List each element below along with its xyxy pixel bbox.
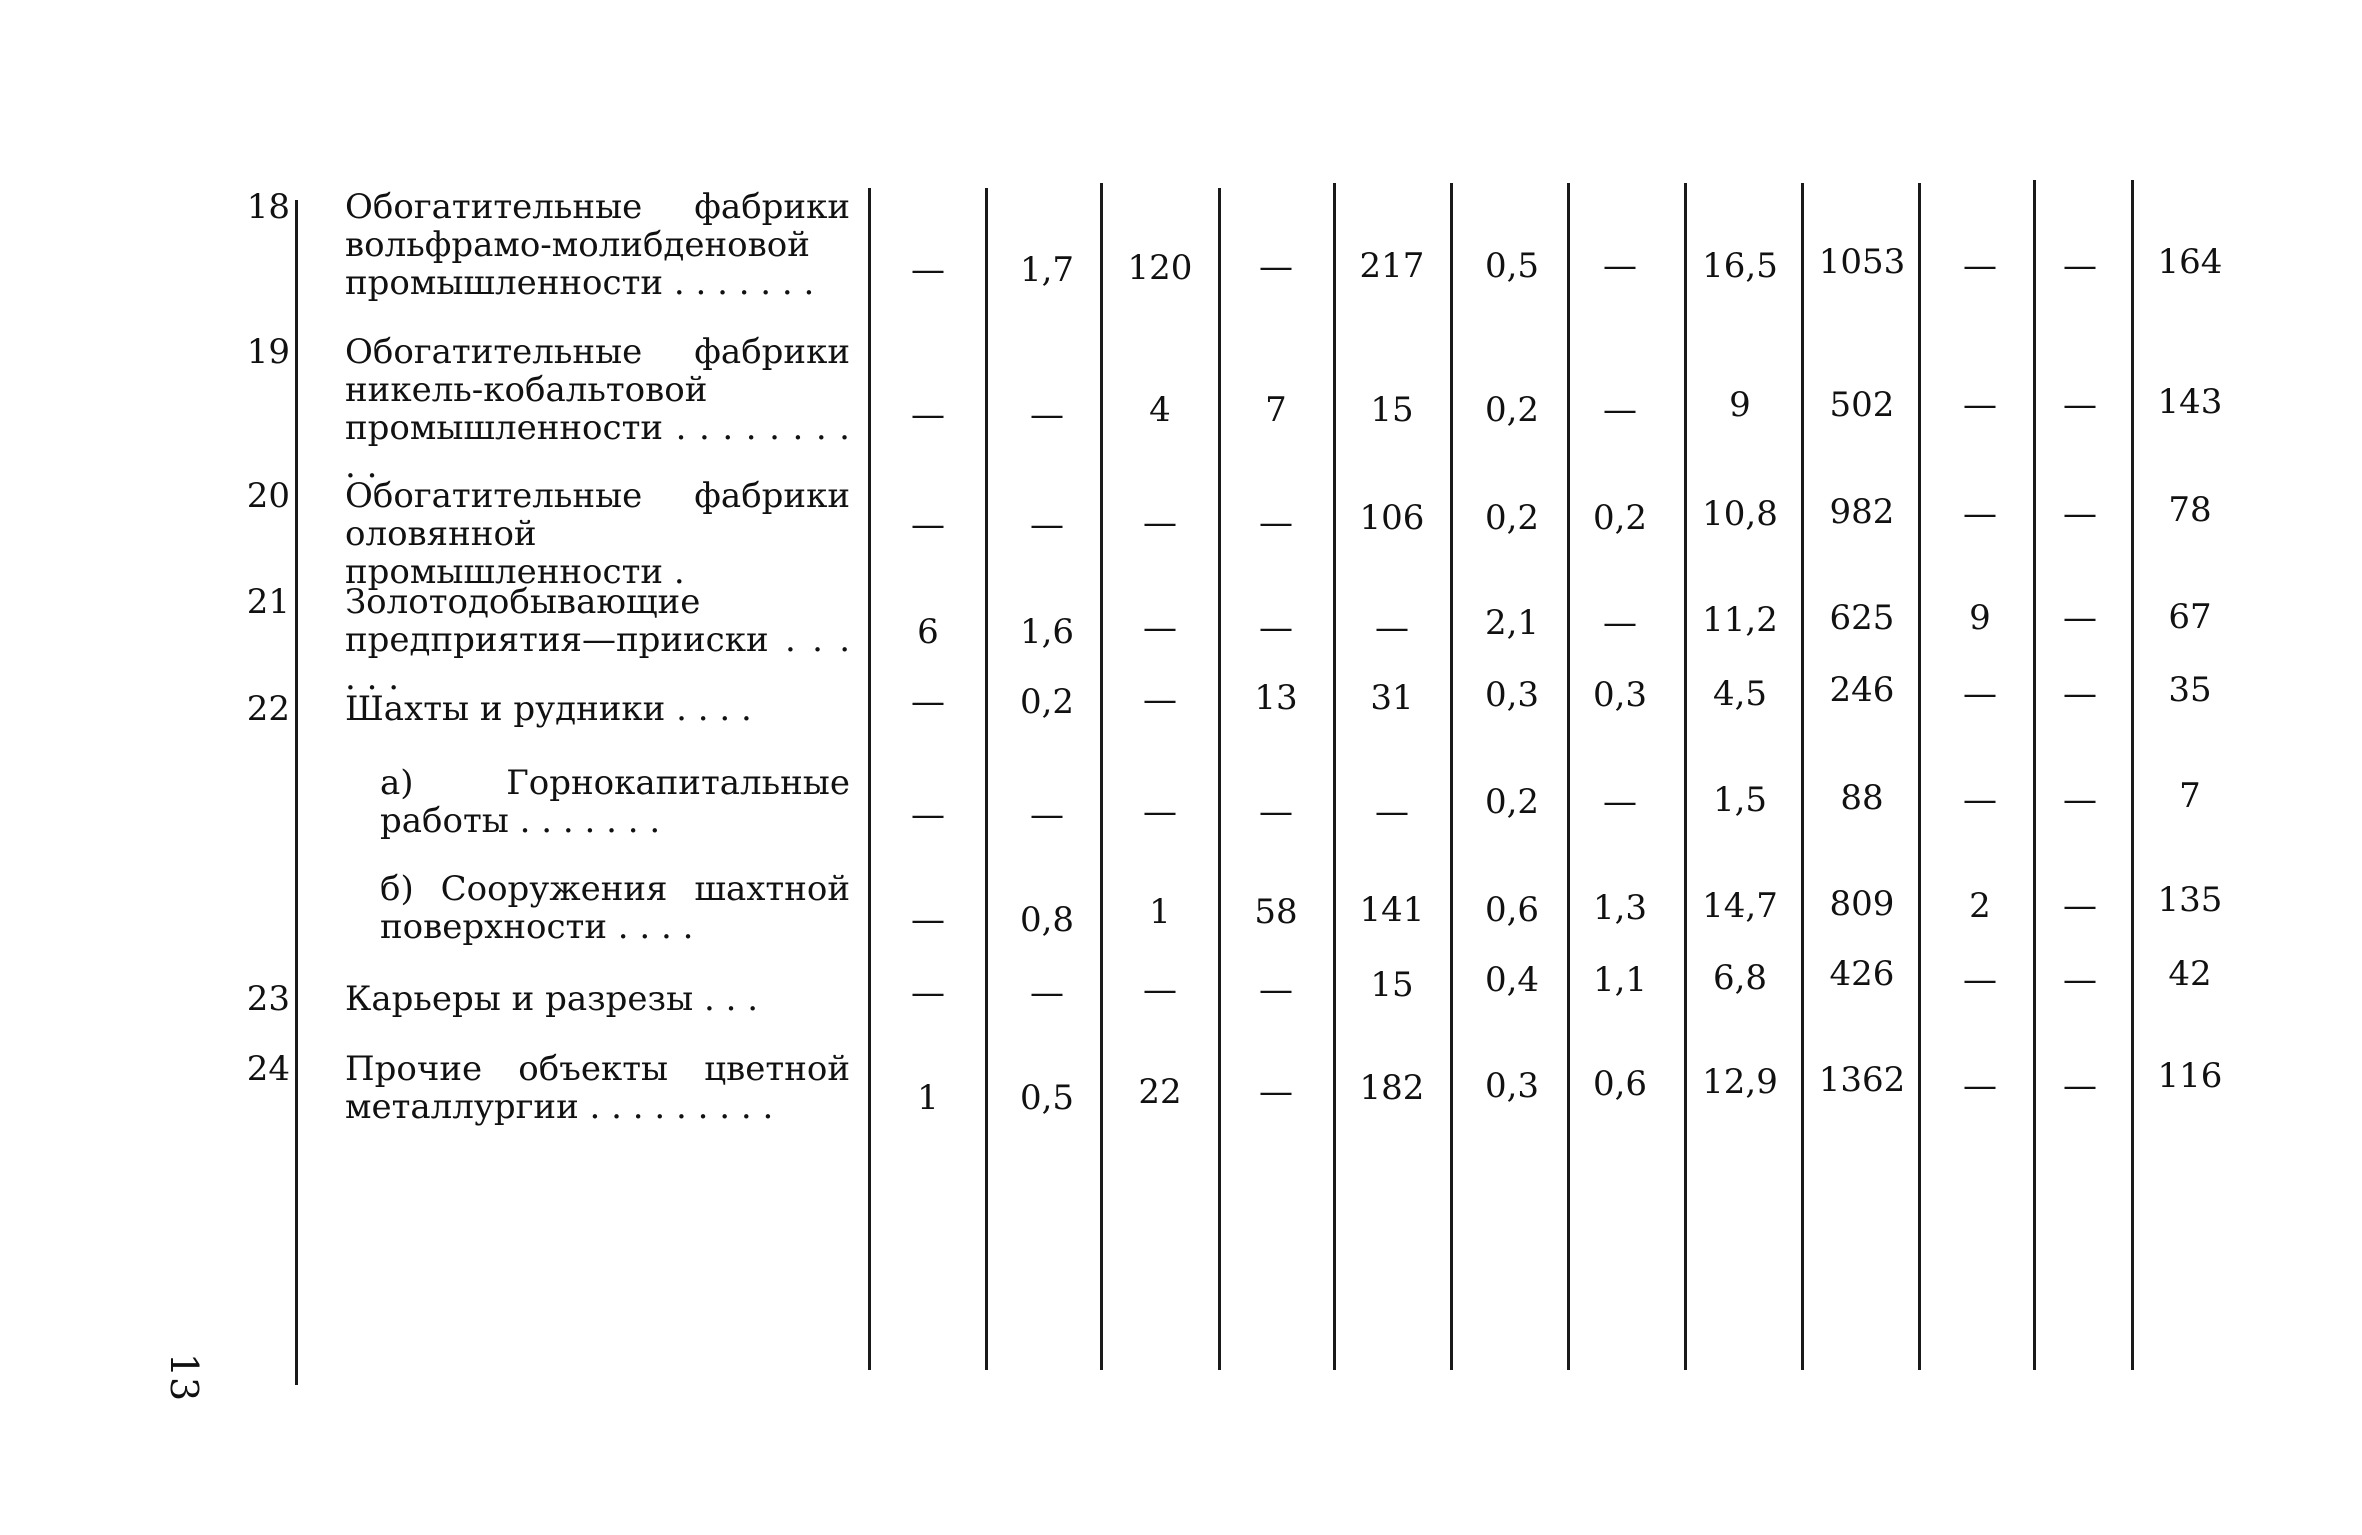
table-cell: 135 [2157,880,2223,920]
table-cell: 2,1 [1484,603,1540,643]
table-cell: 1,6 [1019,612,1075,652]
table-cell: 0,2 [1484,390,1540,430]
table-cell: — [1143,503,1177,543]
table-cell: — [1603,782,1637,822]
table-cell: — [911,505,945,545]
table-cell: — [911,795,945,835]
row-description: б) Сооружения шахтной поверхности . . . . [380,869,850,947]
table-cell: — [2063,494,2097,534]
table-cell: — [911,395,945,435]
table-cell: 1,7 [1019,250,1075,290]
row-number: 20 [246,476,290,516]
table-cell: 1 [1149,892,1171,932]
column-rule [2033,180,2036,1370]
row-description: Золотодобывающие предприятия—прииски . . . . . . [345,582,850,698]
table-cell: 35 [2168,670,2212,710]
column-rule [1218,188,1221,1370]
table-cell: 31 [1370,678,1414,718]
table-cell: 143 [2157,382,2223,422]
row-number: 24 [246,1049,290,1089]
table-cell: — [1963,960,1997,1000]
column-rule [2131,180,2134,1370]
table-cell: — [2063,960,2097,1000]
table-cell: — [1603,246,1637,286]
table-cell: 0,8 [1019,900,1075,940]
table-cell: 67 [2168,597,2212,637]
table-cell: 1053 [1818,242,1906,282]
table-cell: 14,7 [1702,886,1778,926]
row-description: Прочие объекты цветной металлургии . . . . . . . . . [345,1049,850,1127]
table-cell: — [1963,385,1997,425]
table-cell: — [1143,970,1177,1010]
table-cell: 7 [2179,776,2201,816]
table-cell: 15 [1370,965,1414,1005]
column-rule [1100,183,1103,1370]
table-cell: — [1375,792,1409,832]
table-cell: 182 [1359,1068,1425,1108]
table-cell: 625 [1829,598,1895,638]
table-cell: 0,2 [1484,782,1540,822]
table-cell: 0,2 [1592,498,1648,538]
table-cell: 4,5 [1712,674,1768,714]
row-description: Карьеры и разрезы . . . [345,979,758,1019]
column-rule [1333,183,1336,1370]
column-rule [1684,183,1687,1370]
table-cell: — [1030,795,1064,835]
table-cell: — [1259,247,1293,287]
table-cell: 16,5 [1702,246,1778,286]
table-cell: 9 [1969,598,1991,638]
table-cell: — [1963,246,1997,286]
table-cell: — [1963,1066,1997,1106]
table-cell: — [1259,608,1293,648]
table-cell: — [1030,973,1064,1013]
table-cell: — [911,250,945,290]
table-cell: 0,6 [1592,1064,1648,1104]
table-cell: 4 [1149,390,1171,430]
table-cell: 0,3 [1484,1066,1540,1106]
table-cell: 120 [1127,248,1193,288]
table-cell: 1362 [1818,1060,1906,1100]
column-rule [295,200,298,1385]
table-cell: — [2063,674,2097,714]
table-cell: — [1030,505,1064,545]
column-rule [868,188,871,1370]
row-number: 19 [246,332,290,372]
table-cell: 1,3 [1592,888,1648,928]
table-cell: 141 [1359,890,1425,930]
table-cell: 10,8 [1702,494,1778,534]
table-cell: — [1143,680,1177,720]
table-cell: 0,3 [1484,675,1540,715]
table-cell: 0,2 [1019,682,1075,722]
table-cell: — [2063,246,2097,286]
column-rule [985,188,988,1370]
table-cell: — [1143,608,1177,648]
table-cell: — [911,973,945,1013]
table-cell: 0,6 [1484,890,1540,930]
table-cell: 426 [1829,954,1895,994]
table-cell: 246 [1829,670,1895,710]
row-number: 21 [246,582,290,622]
table-cell: 0,5 [1484,246,1540,286]
table-cell: 58 [1254,892,1298,932]
table-cell: — [1603,390,1637,430]
table-cell: — [1963,674,1997,714]
table-cell: 2 [1969,886,1991,926]
table-cell: 809 [1829,884,1895,924]
column-rule [1918,183,1921,1370]
table-cell: — [2063,598,2097,638]
table-cell: 116 [2157,1056,2223,1096]
table-cell: — [1259,503,1293,543]
row-number: 18 [246,187,290,227]
table-cell: 7 [1265,390,1287,430]
table-cell: 217 [1359,246,1425,286]
table-cell: — [1259,792,1293,832]
table-cell: — [1030,395,1064,435]
table-cell: 1,1 [1592,960,1648,1000]
table-cell: — [2063,886,2097,926]
row-number: 23 [246,979,290,1019]
row-description: а) Горнокапитальные работы . . . . . . . [380,763,850,841]
column-rule [1801,183,1804,1370]
table-cell: 22 [1138,1072,1182,1112]
table-cell: — [1259,970,1293,1010]
table-cell: — [2063,780,2097,820]
table-cell: 12,9 [1702,1062,1778,1102]
table-cell: — [1143,792,1177,832]
table-cell: 0,3 [1592,675,1648,715]
table-cell: 11,2 [1702,600,1778,640]
table-cell: 1 [917,1078,939,1118]
table-cell: 164 [2157,242,2223,282]
table-cell: 6 [917,612,939,652]
table-cell: — [1259,1072,1293,1112]
table-cell: — [1963,780,1997,820]
table-cell: 88 [1840,778,1884,818]
table-cell: 1,5 [1712,780,1768,820]
column-rule [1450,183,1453,1370]
table-cell: 0,2 [1484,498,1540,538]
table-cell: — [911,900,945,940]
table-cell: — [2063,1066,2097,1106]
row-description: Обогатительные фабрики никель-кобальтовой промышленности . . . . . . . . . . [345,332,850,486]
table-cell: — [1375,608,1409,648]
row-description: Шахты и рудники . . . . [345,689,752,729]
page-number: 13 [162,1352,207,1402]
row-description: Обогатительные фабрики оловянной промышленности . [345,476,850,592]
table-cell: 9 [1729,385,1751,425]
table-cell: 106 [1359,498,1425,538]
table-cell: 0,4 [1484,960,1540,1000]
row-number: 22 [246,689,290,729]
row-description: Обогатительные фабрики вольфрамо-молибденовой промышленности . . . . . . . [345,187,850,303]
table-cell: 78 [2168,490,2212,530]
table-cell: 982 [1829,492,1895,532]
column-rule [1567,183,1570,1370]
table-cell: 502 [1829,385,1895,425]
table-cell: — [2063,385,2097,425]
table-cell: — [1963,494,1997,534]
table-cell: 6,8 [1712,958,1768,998]
table-cell: 13 [1254,678,1298,718]
table-cell: — [1603,603,1637,643]
table-cell: 42 [2168,954,2212,994]
table-cell: 0,5 [1019,1078,1075,1118]
table-cell: — [911,682,945,722]
table-cell: 15 [1370,390,1414,430]
